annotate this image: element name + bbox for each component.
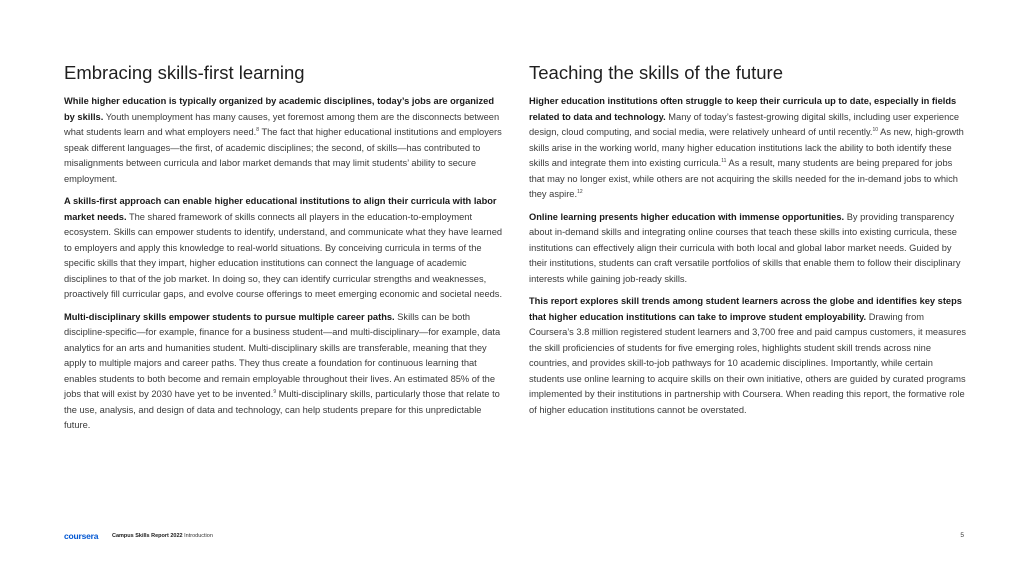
right-heading: Teaching the skills of the future xyxy=(529,62,784,83)
footnote-ref: 11 xyxy=(721,157,727,164)
right-paragraph-2: Online learning presents higher education with immense opportunities. By providing transparency about in-demand skills and integrating online courses that teach these skills into existing curricula, these institutions can effectively align their curricula with both local and global labor market needs. Guided by their institutions, students can craft versatile portfolios of skills that enable them to follow their disciplinary interests while gaining job-ready skills. xyxy=(529,211,961,284)
footnote-ref: 12 xyxy=(577,188,583,195)
coursera-logo: coursera xyxy=(64,531,99,541)
right-paragraph-1: Higher education institutions often struggle to keep their curricula up to date, especially in fields related to data and technology. Many of today’s fastest-growing digital skills, including user experience design, cloud computing, and social media, were relatively unheard of until recently.$^{10}$ As new, high-growth skills arise in the working world, many higher education institutions lack the ability to both identify these skills and integrate them into existing curricula.$^{11}$ As a result, many students are being prepared for jobs that may no longer exist, while others are not acquiring the skills needed for the in-demand jobs to which they aspire.$^{12}$ xyxy=(529,96,964,199)
left-paragraph-1: While higher education is typically organized by academic disciplines, today’s jobs are organized by skills. Youth unemployment has many causes, yet foremost among them are the disconnects between what students learn and what employers need.$^8$ The fact that higher educational institutions and employers speak different languages—the first, of academic disciplines; the second, of skills—has contributed to misalignments between curricula and labor market demands that may limit students’ ability to secure employment. xyxy=(64,96,502,184)
left-paragraph-3: Multi-disciplinary skills empower students to pursue multiple career paths. Skills can be both discipline-specific—for example, finance for a business student—and multi-disciplinary—for example, data analytics for an arts and humanities student. Multi-disciplinary skills are transferable, meaning that they apply to multiple majors and career paths. They thus create a foundation for continuous learning that enables students to both become and remain employable throughout their lives. An estimated 85% of the jobs that will exist by 2030 have yet to be invented.$^9$ Multi-disciplinary skills, particularly those that relate to the use, analysis, and design of data and technology, can help students prepare for this unpredictable future. xyxy=(64,311,501,430)
right-column xyxy=(529,62,969,425)
left-heading: Embracing skills-first learning xyxy=(64,62,305,83)
footnote-ref: 9 xyxy=(273,388,277,395)
footnote-ref: 8 xyxy=(256,126,260,133)
left-paragraph-2: A skills-first approach can enable higher educational institutions to align their curricula with labor market needs. The shared framework of skills connects all players in the education-to-employment ecosystem. Skills can empower students to identify, understand, and communicate what they have learned to employers and apply this knowledge to real-world situations. By conceiving curricula in terms of the specific skills that they impart, higher education institutions can connect the language of academic disciplines to that of the job market. In doing so, they can identify curricular strengths and weaknesses, proactively fill curricular gaps, and evolve course offerings to meet emerging economic and societal needs. xyxy=(64,196,503,299)
left-column xyxy=(64,62,504,441)
footer-report-label: Campus Skills Report 2022 Introduction xyxy=(112,533,213,539)
footnote-ref: 10 xyxy=(872,126,879,133)
page-footer xyxy=(64,531,964,545)
page-number: 5 xyxy=(960,532,964,539)
right-paragraph-3: This report explores skill trends among student learners across the globe and identifies key steps that higher education institutions can take to improve student employability. Drawing from Coursera’s 3.8 million registered student learners and 3,700 free and paid campus customers, it measures the skill proficiencies of students for five emerging roles, highlights student skill trends across nine countries, and provides skill-to-job pathways for 10 academic disciplines. Importantly, while certain students use online learning to acquire skills on their own initiative, others are guided by curated programs implemented by their institutions in partnership with Coursera. When reading this report, the formative role of higher education institutions cannot be overstated. xyxy=(529,296,967,415)
